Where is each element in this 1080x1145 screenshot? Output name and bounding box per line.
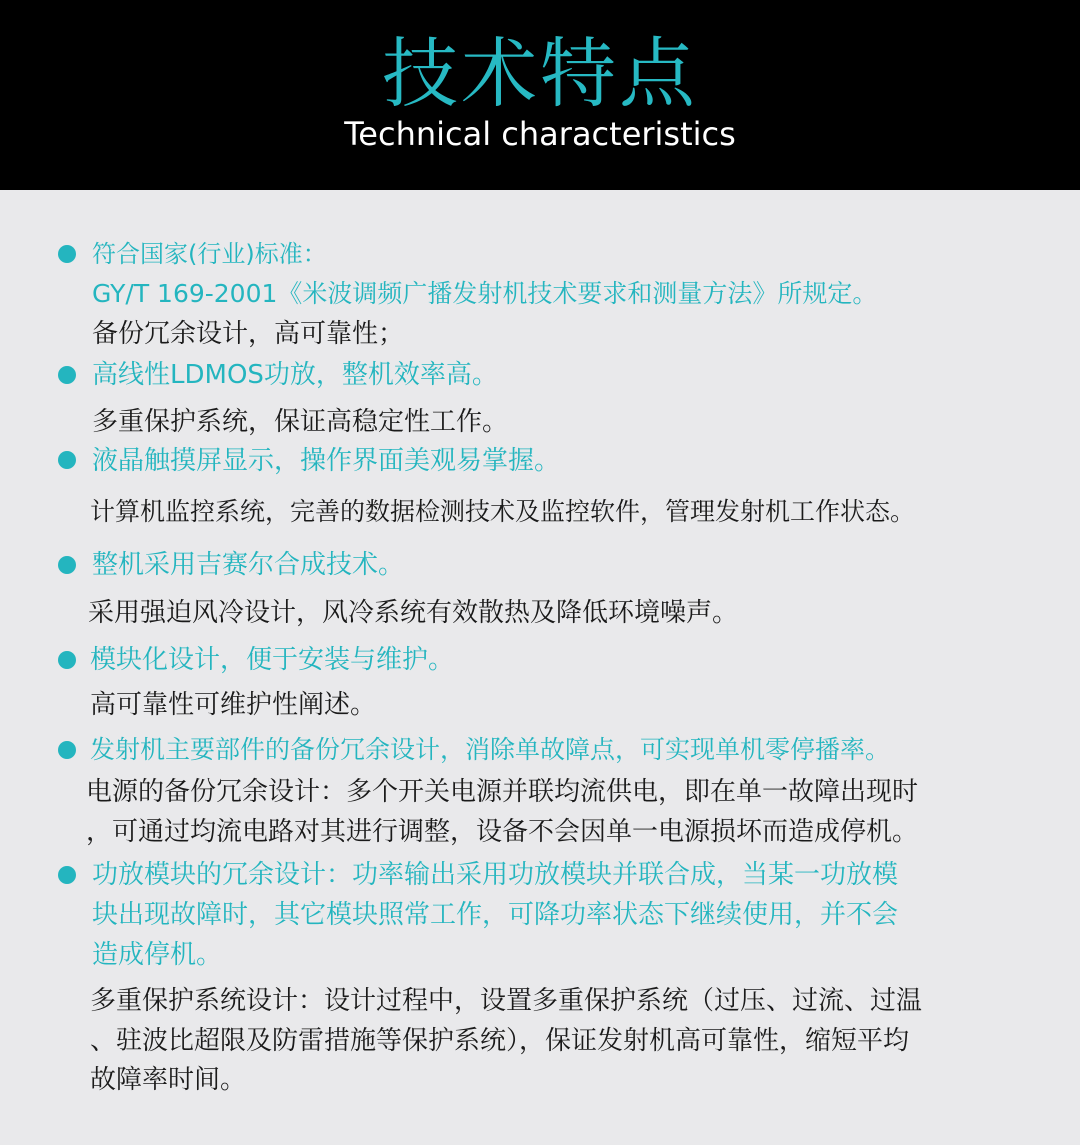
bullet-icon (58, 556, 76, 574)
feature-text-standard-ref: GY/T 169-2001《米波调频广播发射机技术要求和测量方法》所规定。 (92, 279, 878, 308)
feature-heading-modular: 模块化设计，便于安装与维护。 (90, 645, 455, 675)
feature-detail: 故障率时间。 (90, 1065, 247, 1095)
feature-detail: ，可通过均流电路对其进行调整，设备不会因单一电源损坏而造成停机。 (86, 817, 919, 847)
bullet-icon (58, 741, 76, 759)
feature-detail: 备份冗余设计，高可靠性； (92, 319, 405, 349)
feature-heading-standard: 符合国家(行业)标准： (92, 240, 327, 268)
feature-detail: 计算机监控系统，完善的数据检测技术及监控软件，管理发射机工作状态。 (90, 497, 916, 526)
feature-heading-ldmos: 高线性LDMOS功放，整机效率高。 (92, 360, 498, 390)
feature-text-pa-redundancy: 块出现故障时，其它模块照常工作，可降功率状态下继续使用，并不会 (92, 900, 899, 930)
bullet-icon (58, 245, 76, 263)
header-banner (0, 0, 1080, 190)
feature-heading-pa-redundancy: 功放模块的冗余设计：功率输出采用功放模块并联合成，当某一功放模 (92, 860, 899, 890)
page-subtitle: Technical characteristics (344, 115, 736, 153)
feature-detail: 多重保护系统，保证高稳定性工作。 (92, 407, 509, 437)
feature-detail: 采用强迫风冷设计，风冷系统有效散热及降低环境噪声。 (88, 598, 739, 628)
page-title: 技术特点 (382, 29, 698, 118)
feature-detail: 、驻波比超限及防雷措施等保护系统），保证发射机高可靠性，缩短平均 (90, 1026, 910, 1056)
feature-heading-lcd: 液晶触摸屏显示，操作界面美观易掌握。 (92, 446, 561, 476)
bullet-icon (58, 866, 76, 884)
bullet-icon (58, 366, 76, 384)
feature-text-pa-redundancy: 造成停机。 (92, 940, 223, 970)
bullet-icon (58, 451, 76, 469)
feature-heading-gysel: 整机采用吉赛尔合成技术。 (92, 550, 405, 580)
feature-detail: 高可靠性可维护性阐述。 (90, 690, 377, 720)
feature-heading-redundancy: 发射机主要部件的备份冗余设计，消除单故障点，可实现单机零停播率。 (90, 735, 891, 764)
feature-detail: 多重保护系统设计：设计过程中，设置多重保护系统（过压、过流、过温 (90, 986, 923, 1016)
bullet-icon (58, 651, 76, 669)
feature-detail: 电源的备份冗余设计：多个开关电源并联均流供电，即在单一故障出现时 (86, 777, 919, 807)
